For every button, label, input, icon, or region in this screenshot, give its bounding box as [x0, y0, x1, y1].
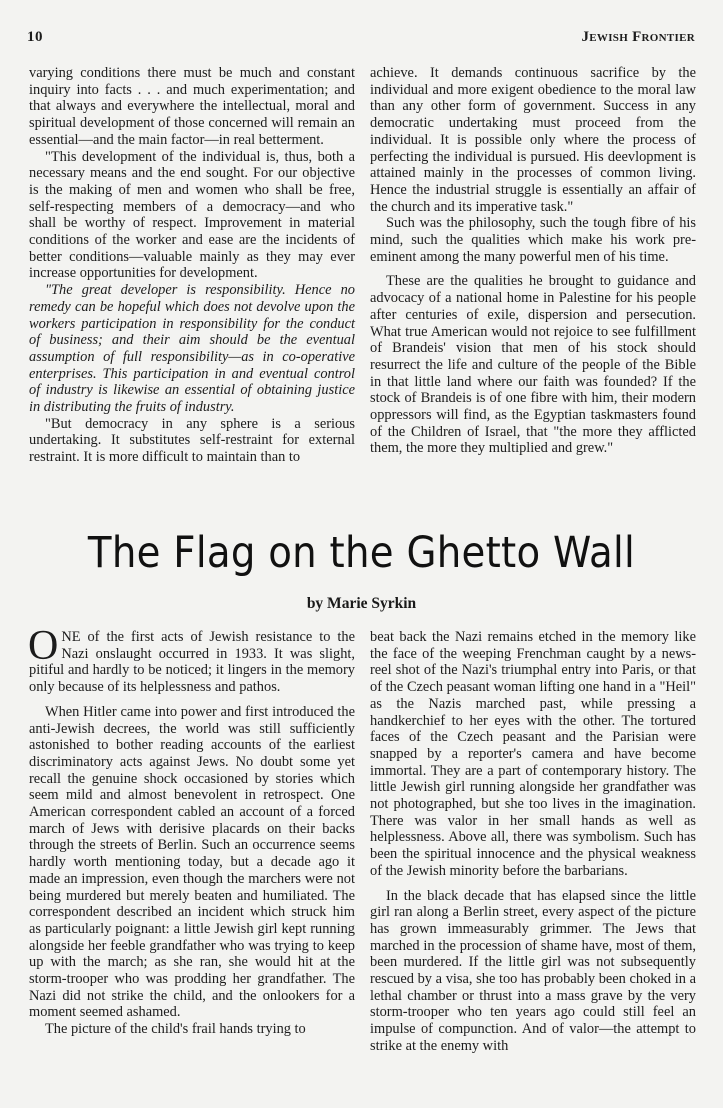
article-title: The Flag on the Ghetto Wall	[87, 528, 636, 578]
article-right-column	[370, 629, 696, 1055]
paragraph: beat back the Nazi remains etched in the memory like the face of the weeping Frenchman caught by a news-reel shot of the Nazi's triumphal entry into Paris, or that of the Czech peasant woman lifting one hand in a "Heil" as the Nazis marched past, while pressing a handkerchief to her eyes with the other. The tortured faces of the Czech peasant and the Parisian were snapped by a reporter's camera and have become immortal. They are a part of contemporary history. The little Jewish girl running alongside her grandfather was not photographed, but she too lives in the imagination. There was valor in her small hands as well as helplessness. Above all, there was symbolism. Such has been the spiritual innocence and the physical weakness of the Jewish minority before the barbarians.	[370, 629, 696, 879]
article-byline: by Marie Syrkin	[306, 595, 417, 612]
paragraph: In the black decade that has elapsed since the little girl ran along a Berlin street, every aspect of the picture has grown immeasurably grimmer. The Jews that marched in the procession of shame have, most of them, been murdered. If the little girl was not subsequently rescued by a visa, she too has probably been choked in a lethal chamber or thrust into a mass grave by the very storm-trooper who ten years ago could still feel an impulse of compunction. And of valor—the attempt to strike at the enemy with	[370, 887, 696, 1054]
journal-name: Jewish Frontier	[581, 29, 695, 45]
previous-article-left-column	[29, 65, 355, 466]
paragraph: achieve. It demands continuous sacrifice by the individual and more exigent obedience to the moral law than any other form of government. Success in any democratic undertaking must proceed from the individual. It is possible only where the process of perfecting the individual is pursued. His deevlopment is attained mainly in the processes of common living. Hence the industrial struggle is essentially an affair of the church and its imperative task."	[370, 65, 696, 215]
article-left-column	[28, 623, 355, 1038]
paragraph: The picture of the child's frail hands trying to	[45, 1021, 306, 1038]
paragraph: When Hitler came into power and first introduced the anti-Jewish decrees, the world was still sufficiently astonished to bother reading accounts of the earliest discriminatory acts against Jews. No doubt some yet recall the genuine shock occasioned by stories which seem mild and almost benevolent in retrospect. One American correspondent cabled an account of a forced march of Jews with derisive placards on their backs through the streets of Berlin. Such an occurrence seems hardly worth mentioning today, but a decade ago it made an impression, even though the marchers were not being murdered but merely beaten and humiliated. The correspondent described an incident which struck him as particularly poignant: a little Jewish girl kept running alongside her feeble grandfather who was trying to keep up with the march; as she ran, she would hit at the storm-trooper who was prodding her grandfather. The Nazi did not strike the child, and the onlookers for a moment seemed ashamed.	[29, 703, 355, 1021]
paragraph: "But democracy in any sphere is a serious undertaking. It substitutes self-restraint for external restraint. It is more difficult to maintain than to	[29, 415, 355, 466]
drop-cap: O	[28, 623, 59, 669]
opening-text: NE of the first acts of Jewish resistance to the Nazi onslaught occurred in 1933. It was slight, pitiful and hardly to be noticed; it lingers in the memory only because of its helplessness and pathos.	[29, 629, 355, 696]
paragraph: These are the qualities he brought to guidance and advocacy of a national home in Palestine for his people after centuries of exile, dispersion and persecution. What true American would not rejoice to see fulfillment of Brandeis' vision that men of his stock should resurrect the life and culture of the people of the Bible in that little land where our faith was founded? If the stock of Brandeis is of one fibre with him, their modern oppressors will find, as the Egyptian taskmasters found of the Children of Israel, that "the more they afflicted them, the more they multiplied and grew."	[370, 273, 696, 457]
opening-paragraph	[28, 623, 355, 696]
paragraph: "This development of the individual is, thus, both a necessary means and the end sought. For our objective is the making of men and women who shall be free, self-respecting members of a democracy—and who shall be worthy of respect. Improvement in material conditions of the worker and ease are the incidents of better conditions—valuable mainly as they may ever increase opportunities for development.	[29, 148, 355, 282]
paragraph: varying conditions there must be much and constant inquiry into facts . . . and much experimentation; and that always and everywhere the intellectual, moral and spiritual development of those concerned will remain an essential—and the main factor—in real betterment.	[29, 65, 355, 148]
previous-article-right-column	[370, 65, 696, 457]
page-number: 10	[27, 29, 43, 45]
paragraph: Such was the philosophy, such the tough fibre of his mind, such the qualities which make his work pre-eminent among the many powerful men of his time.	[370, 215, 696, 265]
italic-quote-paragraph: "The great developer is responsibility. Hence no remedy can be hopeful which does not devolve upon the workers participation in responsibility for the conduct of business; and their aim should be the eventual assumption of full responsibility—as in co-operative enterprises. This participation in and eventual control of industry is likewise an essential of obtaining justice in distributing the fruits of industry.	[29, 282, 355, 416]
running-header	[27, 29, 695, 49]
